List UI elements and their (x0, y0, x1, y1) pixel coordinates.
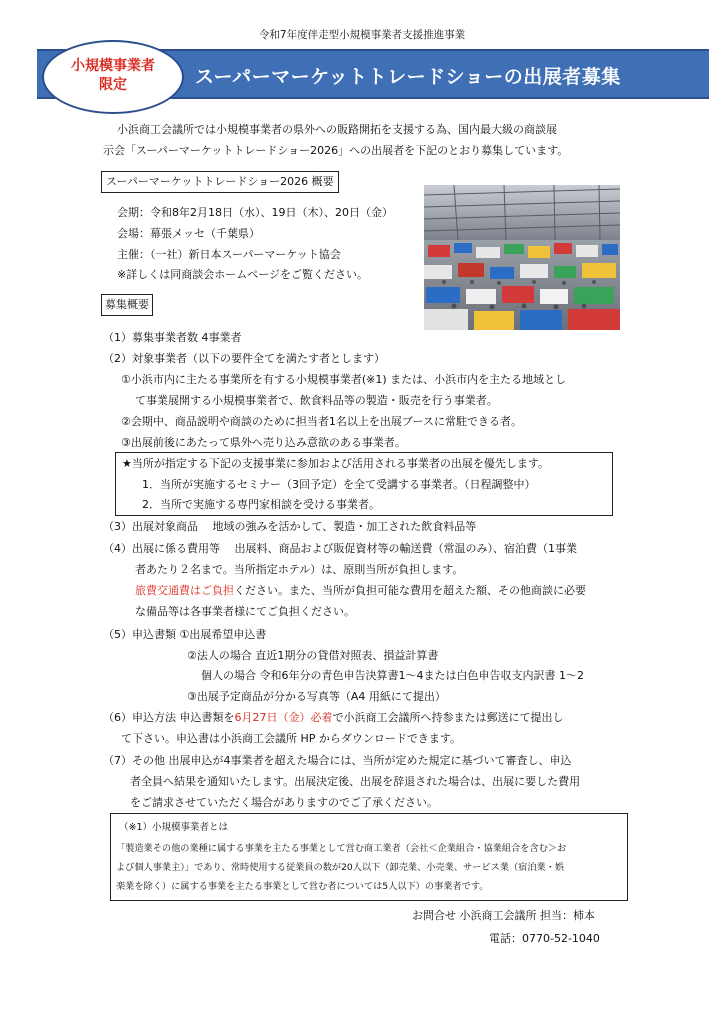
overview-organizer: 主催：（一社）新日本スーパーマーケット協会 (117, 248, 341, 261)
exhibition-hall-photo (424, 185, 620, 330)
overview-dates: 会期：令和8年2月18日（水）、19日（木）、20日（金） (117, 206, 393, 219)
intro-line2: 示会「スーパーマーケットトレードショー2026」への出展者を下記のとおり募集しています。 (103, 144, 569, 157)
deadline: 6月27日（金）必着 (234, 711, 333, 724)
contact-line1: お問合せ 小浜商工会議所 担当：柿本 (412, 909, 595, 922)
footnote-line1: 「製造業その他の業種に属する事業を主たる事業として営む商工業者（会社＜企業組合・協業組合を含む＞お (116, 843, 567, 854)
recruit-item6b: て下さい。申込書は小浜商工会議所 HP からダウンロードできます。 (121, 732, 462, 745)
recruit-item7c: をご請求させていただく場合がありますのでご了承ください。 (130, 796, 438, 809)
recruit-item4a: （4）出展に係る費用等 出展料、商品および販促資材等の輸送費（常温のみ）、宿泊費（1事業 (103, 542, 577, 555)
recruit-item5-2a: ②法人の場合 直近1期分の貸借対照表、損益計算書 (187, 649, 439, 662)
contact-phone: 電話：0770-52-1040 (489, 932, 600, 945)
travel-cost-note: 旅費交通費はご負担 (135, 584, 234, 597)
overview-venue: 会場：幕張メッセ（千葉県） (117, 227, 260, 240)
recruit-item5-3: ③出展予定商品が分かる写真等（A4 用紙にて提出） (187, 690, 446, 703)
intro-line1: 小浜商工会議所では小規模事業者の県外への販路開拓を支援する為、国内最大級の商談展 (117, 123, 557, 136)
recruit-item5-2b: 個人の場合 令和6年分の青色申告決算書1～4または白色申告収支内訳書 1～2 (201, 669, 584, 682)
overview-heading: スーパーマーケットトレードショー2026 概要 (101, 171, 339, 193)
recruit-item4d: な備品等は各事業者様にてご負担ください。 (135, 605, 355, 618)
item6-post: で小浜商工会議所へ持参または郵送にて提出し (332, 711, 564, 724)
recruit-item2-1a: ①小浜市内に主たる事業所を有する小規模事業者(※1) または、小浜市内を主たる地域とし (121, 373, 567, 386)
footnote-line3: 楽業を除く）に属する事業を主たる事業として営む者については5人以下）の事業者です。 (116, 881, 489, 892)
page-title: スーパーマーケットトレードショーの出展者募集 (195, 66, 621, 88)
recruit-item7b: 者全員へ結果を通知いたします。出展決定後、出展を辞退された場合は、出展に要した費用 (130, 775, 581, 788)
recruit-item1: （1）募集事業者数 4事業者 (103, 331, 242, 344)
recruit-item4c (135, 580, 586, 601)
recruit-item5: （5）申込書類 ①出展希望申込書 (103, 628, 267, 641)
footnote-line2: よび個人事業主）」であり、常時使用する従業員の数が20人以下（卸売業、小売業、サービス業（宿泊業・娯 (116, 862, 565, 873)
priority-text: ★当所が指定する下記の支援事業に参加および活用される事業者の出展を優先します。 (122, 457, 549, 470)
badge-line2: 限定 (99, 77, 127, 93)
recruit-heading: 募集概要 (101, 294, 153, 316)
recruit-item2: （2）対象事業者（以下の要件全てを満たす者とします） (103, 352, 385, 365)
overview-note: ※詳しくは同商談会ホームページをご覧ください。 (117, 268, 368, 281)
program-name: 令和7年度伴走型小規模事業者支援推進事業 (258, 29, 466, 41)
recruit-item3: （3）出展対象商品 地域の強みを活かして、製造・加工された飲食料品等 (103, 520, 477, 533)
recruit-item2-1b: て事業展開する小規模事業者で、飲食料品等の製造・販売を行う事業者。 (135, 394, 498, 407)
recruit-item6a (103, 707, 564, 728)
recruit-item4c-text: ください。また、当所が負担可能な費用を超えた額、その他商談に必要 (234, 584, 586, 597)
badge-line1: 小規模事業者 (71, 58, 155, 74)
recruit-item2-2: ②会期中、商品説明や商談のために担当者1名以上を出展ブースに常駐できる者。 (121, 415, 522, 428)
recruit-item4b: 者あたり２名まで。当所指定ホテル）は、原則当所が負担します。 (135, 563, 464, 576)
priority-item1: 1．当所が実施するセミナー（3回予定）を全て受講する事業者。（日程調整中） (142, 478, 536, 491)
footnote-title: （※1）小規模事業者とは (119, 822, 229, 833)
recruit-item2-3: ③出展前後にあたって県外へ売り込み意欲のある事業者。 (121, 436, 406, 449)
recruit-item7a: （7）その他 出展申込が4事業者を超えた場合には、当所が定めた規定に基づいて審査し、申込 (103, 754, 572, 767)
item6-pre: （6）申込方法 申込書類を (103, 711, 235, 724)
priority-item2: 2．当所で実施する専門家相談を受ける事業者。 (142, 498, 380, 511)
limited-badge (42, 40, 184, 114)
